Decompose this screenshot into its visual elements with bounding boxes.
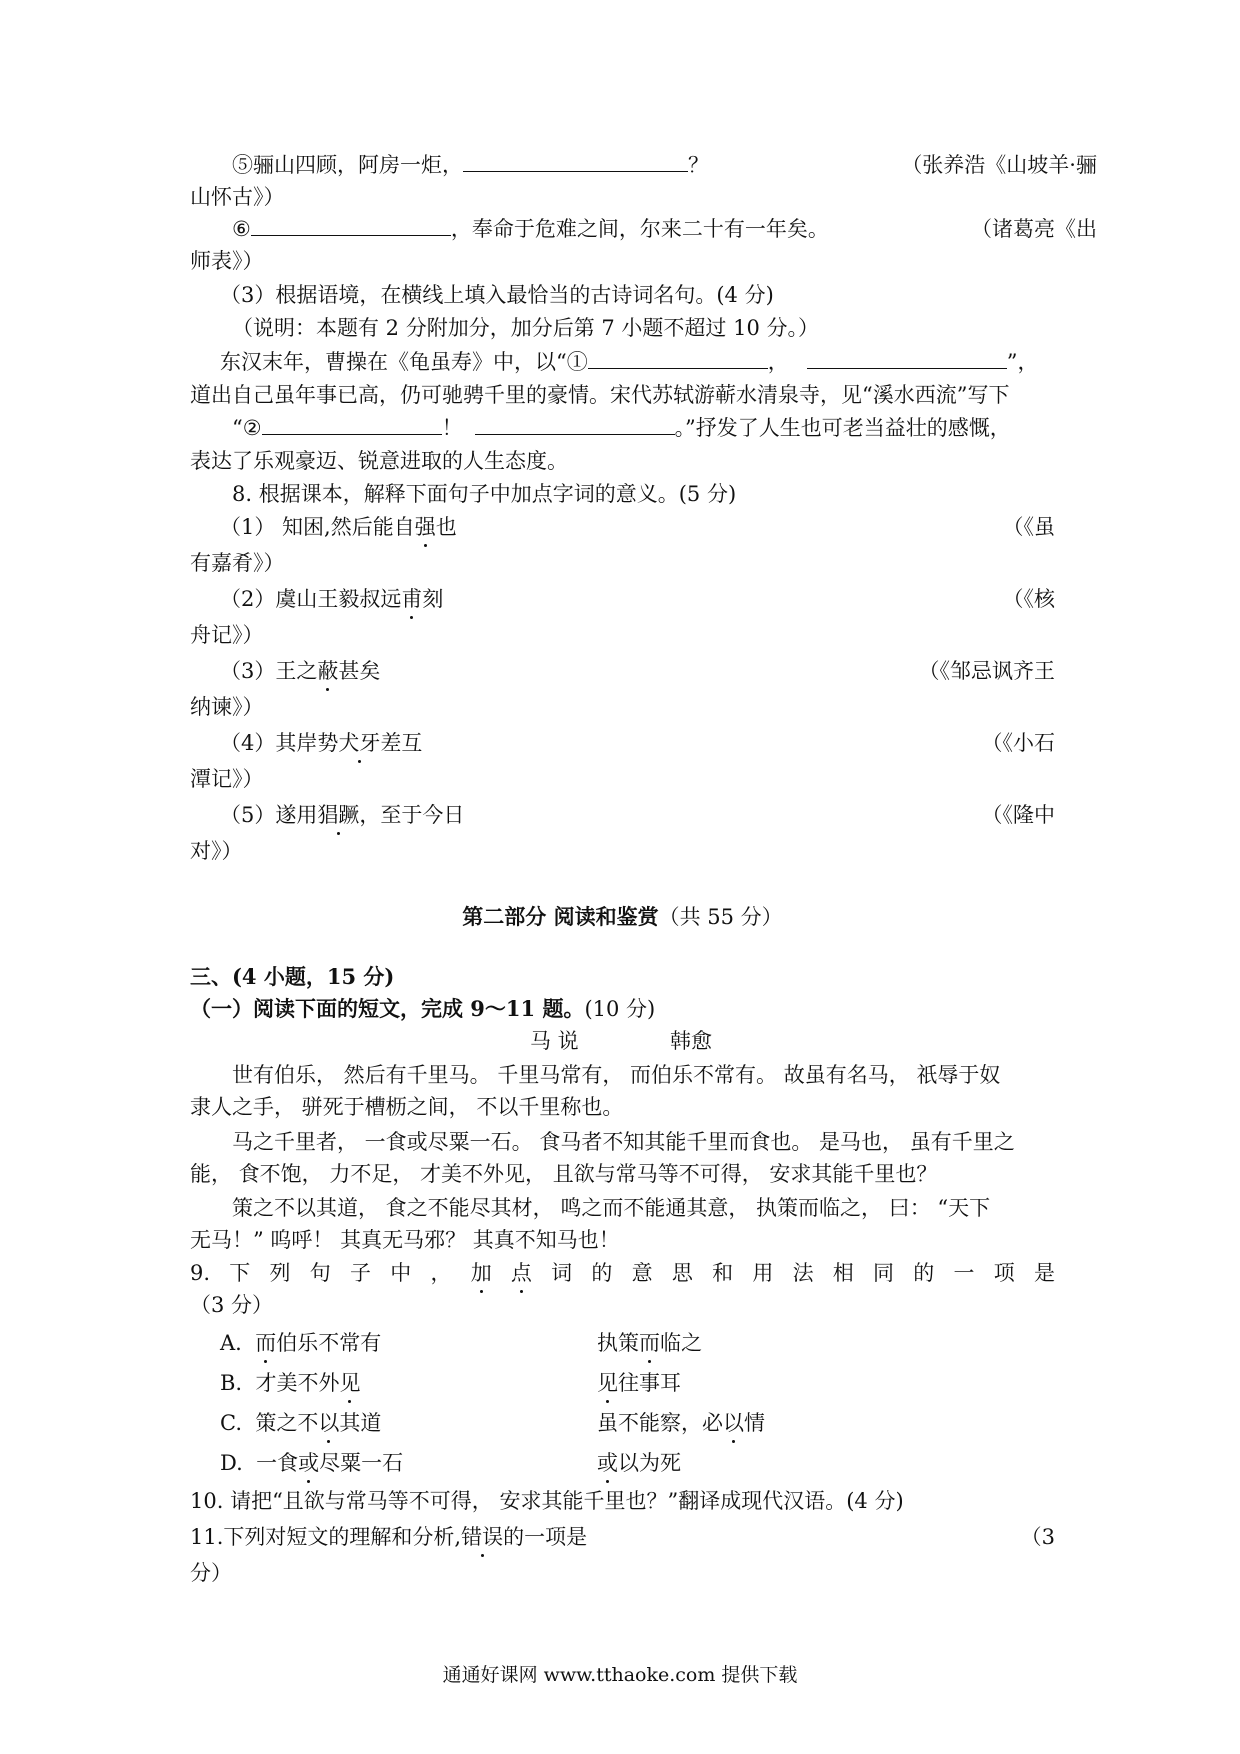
answer-blank[interactable] <box>588 348 768 369</box>
q8-title: 8. 根据课本，解释下面句子中加点字词的意义。(5 分) <box>232 482 737 506</box>
q9-option-c: C. 策之不以其道 虽不能察，必以情 <box>220 1408 1085 1438</box>
article-author: 韩愈 <box>670 1029 712 1053</box>
section-3-heading: 三、(4 小题，15 分) <box>190 964 395 989</box>
article-p1-line-2: 隶人之手， 骈死于槽枥之间， 不以千里称也。 <box>190 1095 624 1119</box>
q7-3-note: （说明：本题有 2 分附加分，加分后第 7 小题不超过 10 分。） <box>232 316 819 340</box>
q7-3-line-1: 东汉末年，曹操在《龟虽寿》中，以“① ， ”， <box>220 350 1039 374</box>
article-p3-line-1: 策之不以其道， 食之不能尽其材， 鸣之而不能通其意， 执策而临之， 曰： “天下 <box>232 1196 991 1220</box>
reading-1-heading: （一）阅读下面的短文，完成 9～11 题。(10 分) <box>190 996 656 1021</box>
q8-item-5: （5）遂用猖蹶，至于今日 （《隆中 <box>220 800 1055 830</box>
q7-item-6-source: 师表》） <box>190 249 264 273</box>
q8-item-1: （1） 知困,然后能自强也 （《虽 <box>220 512 1055 542</box>
q7-3-line-2: 道出自己虽年事已高，仍可驰骋千里的豪情。宋代苏轼游蕲水清泉寺，见“溪水西流”写下 <box>190 383 1010 407</box>
answer-blank[interactable] <box>475 414 675 435</box>
q7-3-line-4: 表达了乐观豪迈、锐意进取的人生态度。 <box>190 449 568 473</box>
q7-3-line-3: “② ！ 。”抒发了人生也可老当益壮的感慨， <box>232 416 1011 440</box>
q7-item-6: ⑥ ，奉命于危难之间，尔来二十有一年矣。 （诸葛亮《出 <box>232 217 1097 241</box>
q8-item-2-source: 舟记》） <box>190 623 264 647</box>
page-footer: 通通好课网 www.tthaoke.com 提供下载 <box>442 1664 798 1686</box>
q7-item-5: ⑤骊山四顾，阿房一炬， ？ （张养浩《山坡羊·骊 <box>232 153 1097 177</box>
q9-option-a: A. 而伯乐不常有 执策而临之 <box>220 1328 1085 1358</box>
q8-item-3: （3）王之蔽甚矣 （《邹忌讽齐王 <box>220 656 1055 686</box>
article-title: 马 说 <box>530 1029 579 1053</box>
q9-option-b: B. 才美不外见 见往事耳 <box>220 1368 1085 1398</box>
q9-title: 9. 下 列 句 子 中 ， 加 点 词 的 意 思 和 用 法 相 同 的 一 项 是 <box>190 1258 1055 1288</box>
q9-score: （3 分） <box>190 1293 274 1317</box>
q8-item-1-source: 有嘉肴》） <box>190 551 285 575</box>
q9-option-d: D. 一食或尽粟一石 或以为死 <box>220 1448 1085 1478</box>
q11: 11.下列对短文的理解和分析,错误的一项是 （3 <box>190 1522 1055 1552</box>
answer-blank[interactable] <box>807 348 1007 369</box>
q10: 10. 请把“且欲与常马等不可得， 安求其能千里也？”翻译成现代汉语。(4 分) <box>190 1489 904 1513</box>
article-p3-line-2: 无马！” 呜呼！ 其真无马邪？ 其真不知马也！ <box>190 1228 620 1252</box>
q7-item-5-source: 山怀古》） <box>190 185 285 209</box>
q8-item-4: （4）其岸势犬牙差互 （《小石 <box>220 728 1055 758</box>
q8-item-2: （2）虞山王毅叔远甫刻 （《核 <box>220 584 1055 614</box>
q11-score: 分） <box>190 1561 232 1585</box>
article-p2-line-2: 能， 食不饱， 力不足， 才美不外见， 且欲与常马等不可得， 安求其能千里也？ <box>190 1162 938 1186</box>
article-p1-line-1: 世有伯乐， 然后有千里马。 千里马常有， 而伯乐不常有。 故虽有名马， 祇辱于奴 <box>232 1063 1001 1087</box>
answer-blank[interactable] <box>251 215 451 236</box>
article-p2-line-1: 马之千里者， 一食或尽粟一石。 食马者不知其能千里而食也。 是马也， 虽有千里之 <box>232 1130 1015 1154</box>
answer-blank[interactable] <box>463 151 688 172</box>
q7-3-title: （3）根据语境，在横线上填入最恰当的古诗词名句。(4 分) <box>220 283 774 307</box>
q8-item-4-source: 潭记》） <box>190 767 264 791</box>
answer-blank[interactable] <box>262 414 442 435</box>
q8-item-3-source: 纳谏》） <box>190 695 264 719</box>
part2-heading: 第二部分 阅读和鉴赏（共 55 分） <box>462 904 783 929</box>
q8-item-5-source: 对》） <box>190 839 243 863</box>
